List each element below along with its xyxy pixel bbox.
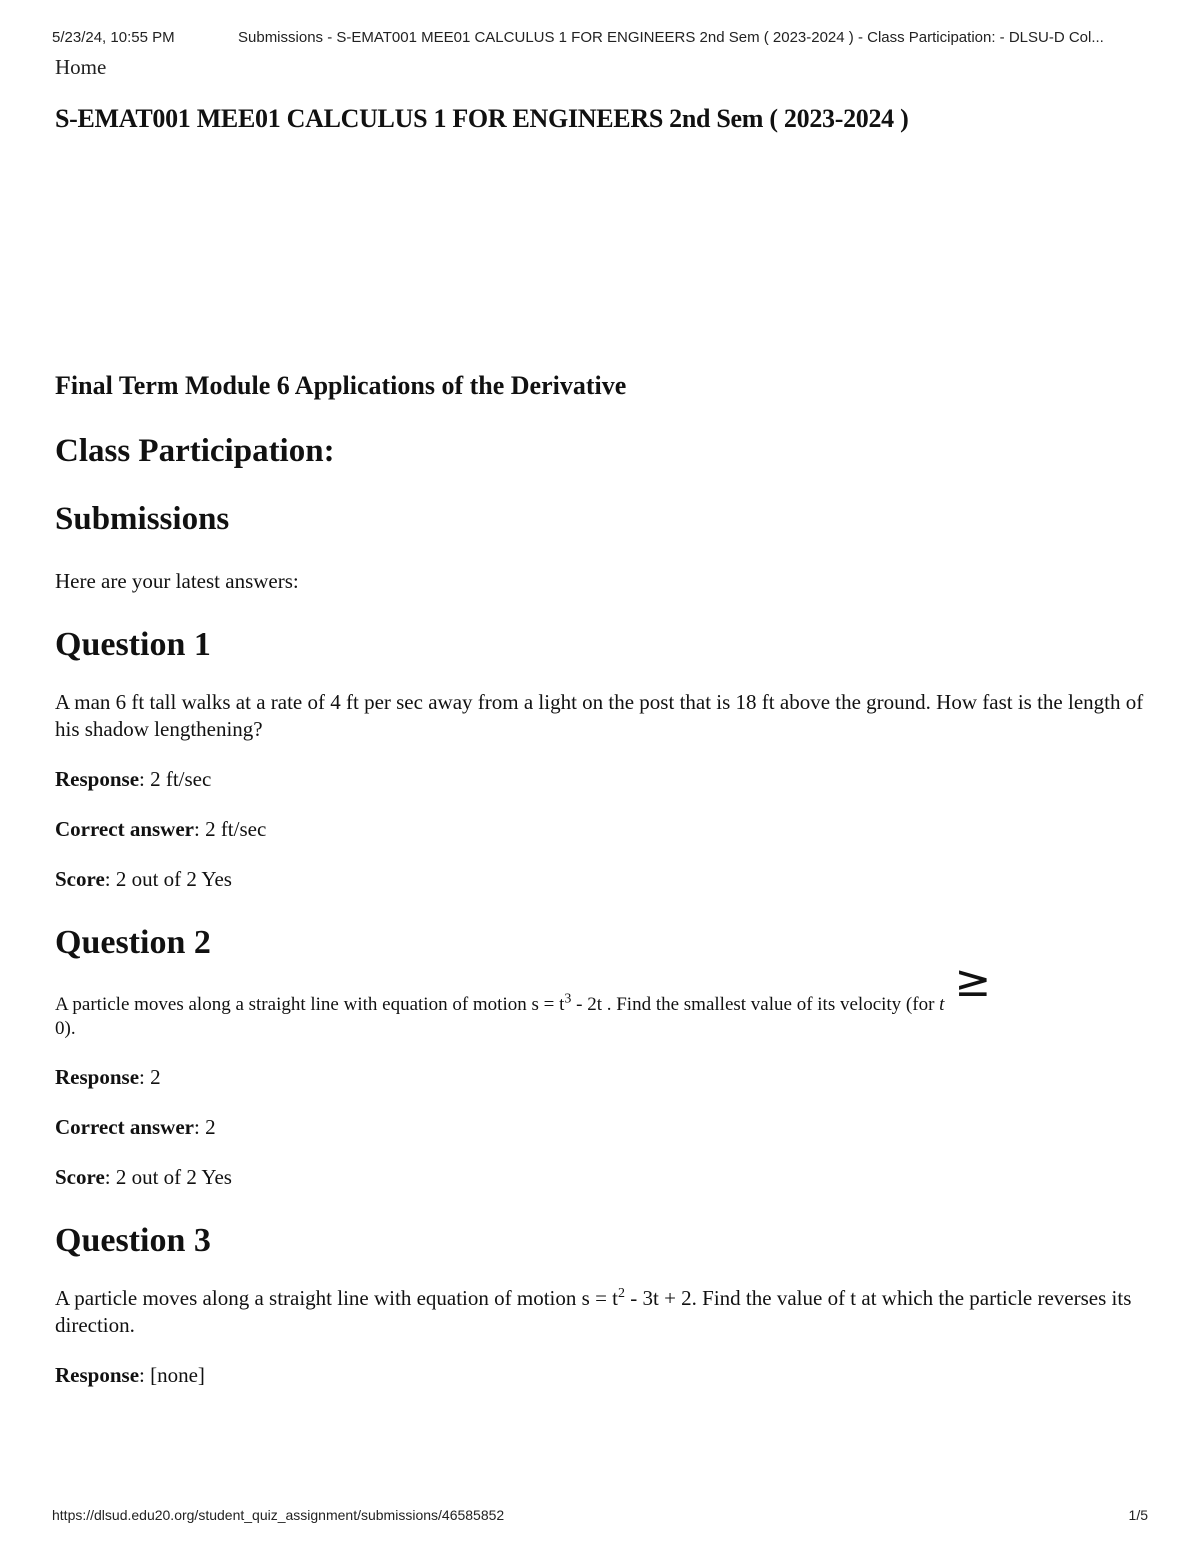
- correct-answer-row: [55, 1113, 1145, 1141]
- score-row: [55, 1163, 1145, 1191]
- question-text-part: A particle moves along a straight line with equation of motion s = t: [55, 1286, 618, 1310]
- exponent: 3: [564, 991, 572, 1007]
- page-number: 1/5: [1128, 1507, 1148, 1523]
- print-datetime: 5/23/24, 10:55 PM: [52, 29, 175, 46]
- question-block: [55, 923, 1145, 1191]
- question-block: [55, 1221, 1145, 1389]
- response-value: : 2: [139, 1065, 161, 1089]
- question-title: Question 1: [55, 626, 211, 663]
- response-row: [55, 765, 1145, 793]
- submissions-heading: Submissions: [55, 501, 230, 537]
- correct-answer-label: Correct answer: [55, 1115, 194, 1139]
- question-title: Question 2: [55, 924, 211, 961]
- question-text-part: 0).: [55, 1018, 76, 1039]
- main-content: [55, 52, 1145, 1389]
- score-label: Score: [55, 867, 105, 891]
- response-label: Response: [55, 1363, 140, 1387]
- module-title: Final Term Module 6 Applications of the Derivative: [55, 371, 627, 400]
- score-value: : 2 out of 2 Yes: [104, 1165, 232, 1189]
- response-label: Response: [55, 767, 140, 791]
- home-link[interactable]: Home: [55, 55, 107, 79]
- exponent: 2: [618, 1286, 625, 1301]
- page-url: https://dlsud.edu20.org/student_quiz_assignment/submissions/46585852: [52, 1507, 505, 1523]
- intro-text: Here are your latest answers:: [55, 569, 299, 593]
- question-text-part: - 3t + 2. Find the value of t at which the particle reverses its direction.: [55, 1286, 1132, 1337]
- question-text-part: - 2t . Find the smallest value of its velocity (for: [571, 994, 940, 1015]
- correct-answer-value: : 2 ft/sec: [193, 817, 267, 841]
- question-title: Question 3: [55, 1222, 211, 1259]
- variable-t: t: [939, 994, 945, 1015]
- banner-placeholder: [55, 136, 1145, 369]
- question-text: [55, 1285, 1145, 1339]
- correct-answer-row: [55, 815, 1145, 843]
- response-value: : [none]: [139, 1363, 205, 1387]
- correct-answer-label: Correct answer: [55, 817, 194, 841]
- response-row: [55, 1063, 1145, 1091]
- course-title: S-EMAT001 MEE01 CALCULUS 1 FOR ENGINEERS 2nd Sem ( 2023-2024 ): [55, 104, 909, 133]
- response-value: : 2 ft/sec: [139, 767, 212, 791]
- assignment-title: Class Participation:: [55, 433, 335, 469]
- question-text: A particle moves along a straight line with equation of motion $s = t^3 - 2t$ . Find the smallest value of its velocity (for t ≥ 0).: [55, 956, 992, 1039]
- score-value: : 2 out of 2 Yes: [104, 867, 232, 891]
- question-text-part: A particle moves along a straight line with equation of motion s = t: [55, 994, 565, 1015]
- response-label: Response: [55, 1065, 140, 1089]
- print-document-title: Submissions - S-EMAT001 MEE01 CALCULUS 1 FOR ENGINEERS 2nd Sem ( 2023-2024 ) - Class Participation: - DLSU-D Col...: [238, 29, 1104, 46]
- question-block: [55, 625, 1145, 893]
- score-label: Score: [55, 1165, 105, 1189]
- response-row: [55, 1361, 1145, 1389]
- question-text: A man 6 ft tall walks at a rate of 4 ft per sec away from a light on the post that is 18 ft above the ground. How fast is the length of his shadow lengthening?: [55, 690, 1144, 741]
- score-row: [55, 865, 1145, 893]
- correct-answer-value: : 2: [193, 1115, 216, 1139]
